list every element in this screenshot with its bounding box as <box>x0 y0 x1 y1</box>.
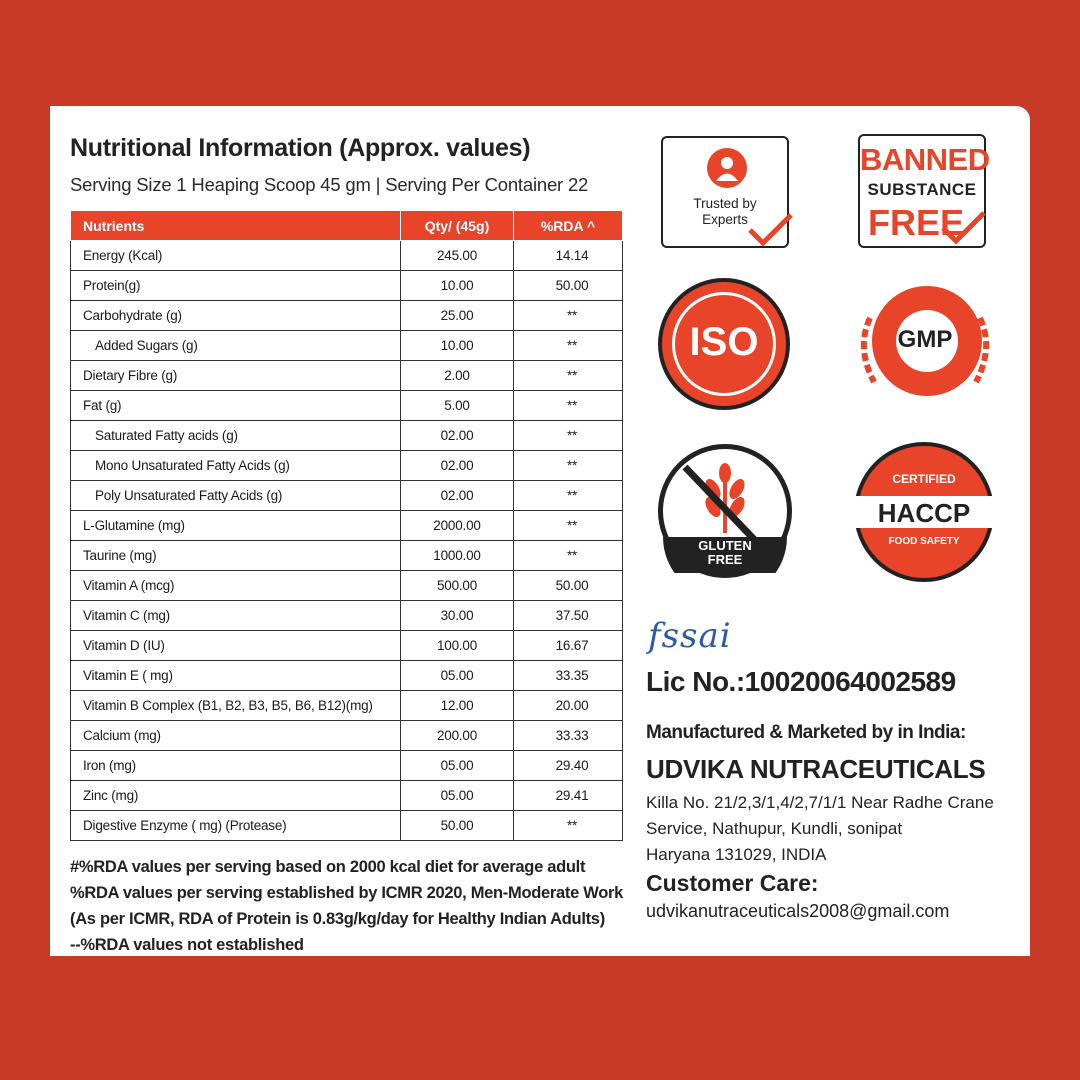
nutrient-name: Energy (Kcal) <box>71 241 401 271</box>
doctor-icon <box>707 148 747 188</box>
nutrient-rda: ** <box>514 541 623 571</box>
nutrient-qty: 05.00 <box>401 661 514 691</box>
label-panel <box>50 106 1030 956</box>
nutrient-qty: 2.00 <box>401 361 514 391</box>
checkmark-icon <box>747 212 793 248</box>
nutrient-name: Vitamin C (mg) <box>71 601 401 631</box>
nutrient-rda: 14.14 <box>514 241 623 271</box>
nutrient-qty: 500.00 <box>401 571 514 601</box>
nutrient-qty: 100.00 <box>401 631 514 661</box>
nutrient-name: Calcium (mg) <box>71 721 401 751</box>
nutrient-qty: 30.00 <box>401 601 514 631</box>
table-row <box>71 301 623 331</box>
table-row <box>71 721 623 751</box>
table-row <box>71 751 623 781</box>
nutrient-qty: 05.00 <box>401 781 514 811</box>
banned-text: BANNED <box>860 142 990 177</box>
nutrient-qty: 02.00 <box>401 421 514 451</box>
footnote: (As per ICMR, RDA of Protein is 0.83g/kg/day for Healthy Indian Adults) <box>70 910 605 928</box>
nutrient-rda: ** <box>514 511 623 541</box>
footnotes <box>70 854 623 958</box>
serving-info <box>70 174 588 196</box>
customer-care-label: Customer Care: <box>646 870 819 896</box>
nutrient-rda: ** <box>514 361 623 391</box>
nutrient-name: Zinc (mg) <box>71 781 401 811</box>
table-row <box>71 451 623 481</box>
nutrient-name: Vitamin D (IU) <box>71 631 401 661</box>
table-row <box>71 691 623 721</box>
nutrient-rda: 20.00 <box>514 691 623 721</box>
serving-per-container: Serving Per Container 22 <box>385 174 589 195</box>
trusted-by-experts-badge <box>661 136 789 248</box>
separator: | <box>370 174 386 195</box>
nutrient-rda: ** <box>514 451 623 481</box>
serving-size: Serving Size 1 Heaping Scoop 45 gm <box>70 174 371 195</box>
table-body <box>71 241 623 841</box>
fssai-logo: fssai <box>648 616 732 656</box>
address-line: Haryana 131029, INDIA <box>646 845 827 864</box>
table-row <box>71 811 623 841</box>
nutrient-rda: ** <box>514 391 623 421</box>
nutrient-qty: 05.00 <box>401 751 514 781</box>
nutrient-rda: 16.67 <box>514 631 623 661</box>
nutrient-name: Iron (mg) <box>71 751 401 781</box>
nutrient-qty: 02.00 <box>401 451 514 481</box>
nutrient-name: L-Glutamine (mg) <box>71 511 401 541</box>
page-title: Nutritional Information (Approx. values) <box>70 134 531 162</box>
gluten-free-text <box>663 539 787 567</box>
address <box>646 790 994 868</box>
nutrient-qty: 10.00 <box>401 331 514 361</box>
nutrient-name: Mono Unsaturated Fatty Acids (g) <box>71 451 401 481</box>
header-qty: Qty/ (45g) <box>401 211 514 241</box>
customer-care-email: udvikanutraceuticals2008@gmail.com <box>646 901 950 921</box>
nutrient-name: Dietary Fibre (g) <box>71 361 401 391</box>
nutrient-name: Fat (g) <box>71 391 401 421</box>
gmp-badge <box>850 278 1000 412</box>
table-row <box>71 781 623 811</box>
table-row <box>71 511 623 541</box>
nutrient-rda: 29.41 <box>514 781 623 811</box>
haccp-badge <box>854 442 994 582</box>
nutrient-qty: 245.00 <box>401 241 514 271</box>
nutrient-name: Vitamin E ( mg) <box>71 661 401 691</box>
nutrient-qty: 2000.00 <box>401 511 514 541</box>
gluten-text: GLUTEN <box>698 538 752 553</box>
trusted-label: Trusted by Experts <box>693 196 757 227</box>
banned-substance-free-badge <box>858 134 990 248</box>
manufacturer-label: Manufactured & Marketed by in India: <box>646 722 966 743</box>
table-header-row <box>71 211 623 241</box>
nutrient-qty: 12.00 <box>401 691 514 721</box>
table-row <box>71 241 623 271</box>
nutrient-qty: 02.00 <box>401 481 514 511</box>
nutrient-rda: ** <box>514 481 623 511</box>
nutrient-rda: 50.00 <box>514 571 623 601</box>
nutrient-name: Saturated Fatty acids (g) <box>71 421 401 451</box>
nutrient-qty: 10.00 <box>401 271 514 301</box>
table-row <box>71 421 623 451</box>
haccp-text: HACCP <box>877 498 971 528</box>
nutrient-rda: 37.50 <box>514 601 623 631</box>
nutrient-rda: 50.00 <box>514 271 623 301</box>
nutrient-name: Vitamin A (mcg) <box>71 571 401 601</box>
nutrient-name: Taurine (mg) <box>71 541 401 571</box>
nutrient-qty: 1000.00 <box>401 541 514 571</box>
table-row <box>71 661 623 691</box>
table-row <box>71 571 623 601</box>
nutrient-qty: 25.00 <box>401 301 514 331</box>
nutrient-rda: ** <box>514 421 623 451</box>
footnote: #%RDA values per serving based on 2000 kcal diet for average adult <box>70 858 586 876</box>
nutrient-name: Vitamin B Complex (B1, B2, B3, B5, B6, B12)(mg) <box>71 691 401 721</box>
haccp-food-safety-text: FOOD SAFETY <box>888 536 960 547</box>
free-text: FREE <box>868 202 965 243</box>
table-row <box>71 331 623 361</box>
nutrient-qty: 200.00 <box>401 721 514 751</box>
substance-text: SUBSTANCE <box>867 180 977 199</box>
gluten-free-badge <box>658 444 792 578</box>
table-row <box>71 601 623 631</box>
address-line: Service, Nathupur, Kundli, sonipat <box>646 819 903 838</box>
checkmark-icon <box>940 210 986 246</box>
nutrient-name: Added Sugars (g) <box>71 331 401 361</box>
table-row <box>71 481 623 511</box>
footnote: --%RDA values not established <box>70 936 304 954</box>
table-row <box>71 391 623 421</box>
nutrient-name: Digestive Enzyme ( mg) (Protease) <box>71 811 401 841</box>
company-name: UDVIKA NUTRACEUTICALS <box>646 754 986 784</box>
header-nutrients: Nutrients <box>71 211 401 241</box>
header-rda: %RDA ^ <box>514 211 623 241</box>
nutrient-name: Protein(g) <box>71 271 401 301</box>
iso-badge <box>658 278 790 410</box>
address-line: Killa No. 21/2,3/1,4/2,7/1/1 Near Radhe Crane <box>646 793 994 812</box>
nutrient-name: Poly Unsaturated Fatty Acids (g) <box>71 481 401 511</box>
nutrient-rda: ** <box>514 811 623 841</box>
iso-text: ISO <box>689 320 759 364</box>
nutrient-rda: 33.35 <box>514 661 623 691</box>
nutrient-rda: ** <box>514 301 623 331</box>
license-number: Lic No.:10020064002589 <box>646 666 956 697</box>
gmp-text: GMP <box>897 326 953 353</box>
nutrient-name: Carbohydrate (g) <box>71 301 401 331</box>
nutrient-rda: 33.33 <box>514 721 623 751</box>
nutrient-qty: 50.00 <box>401 811 514 841</box>
table-row <box>71 271 623 301</box>
nutrient-rda: 29.40 <box>514 751 623 781</box>
table-row <box>71 631 623 661</box>
nutrient-qty: 5.00 <box>401 391 514 421</box>
nutrient-rda: ** <box>514 331 623 361</box>
nutrition-table <box>70 210 623 841</box>
table-row <box>71 541 623 571</box>
footnote: %RDA values per serving established by ICMR 2020, Men-Moderate Work <box>70 884 623 902</box>
gluten-free-word: FREE <box>707 552 743 567</box>
haccp-certified-text: CERTIFIED <box>892 472 956 486</box>
table-row <box>71 361 623 391</box>
